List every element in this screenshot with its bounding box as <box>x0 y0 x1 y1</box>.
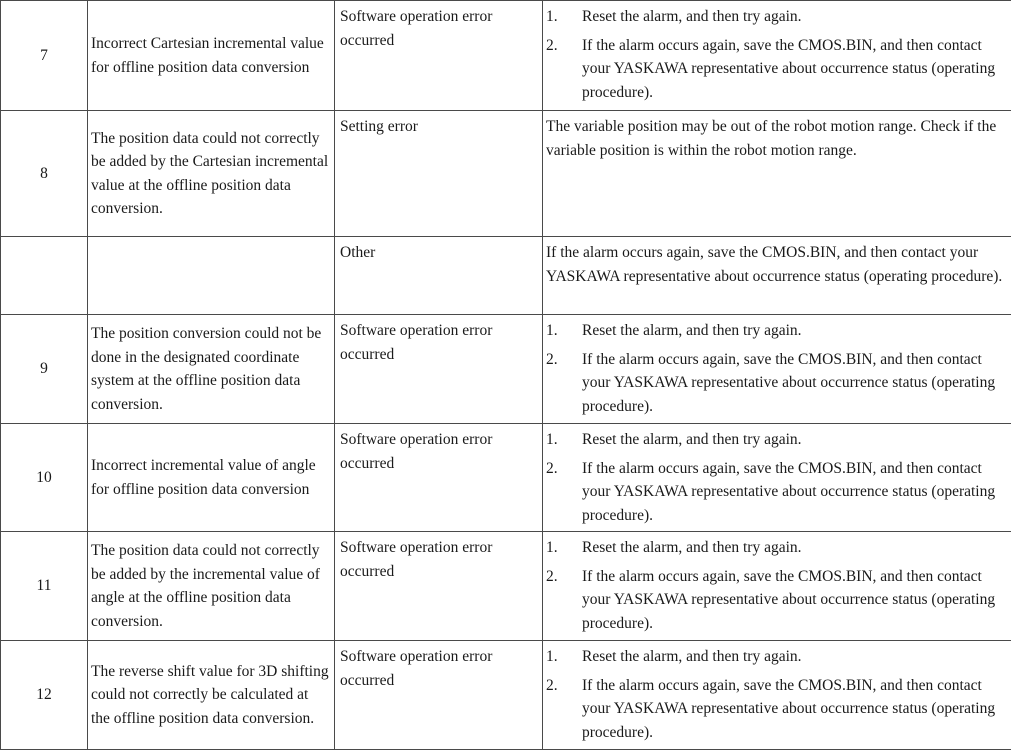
cause-cell: The position data could not correctly be added by the Cartesian incremental value at the offline position data conversion. <box>88 111 335 237</box>
table-row <box>1 315 1011 424</box>
table-row <box>1 424 1011 532</box>
remedy-step <box>546 645 1007 669</box>
remedy-text: The variable position may be out of the robot motion range. Check if the variable position is within the robot motion range. <box>546 118 997 159</box>
table-row <box>1 237 1011 315</box>
remedy-cell <box>543 641 1011 750</box>
remedy-step <box>546 34 1007 105</box>
remedy-step <box>546 457 1007 528</box>
step-number: 2. <box>546 350 558 368</box>
remedy-step <box>546 428 1007 452</box>
remedy-step <box>546 536 1007 560</box>
remedy-step <box>546 674 1007 745</box>
category-cell: Software operation error occurred <box>335 641 543 750</box>
category-cell: Setting error <box>335 111 543 237</box>
remedy-step <box>546 5 1007 29</box>
cause-cell <box>88 237 335 315</box>
subcode-cell: 12 <box>1 641 88 750</box>
step-text: Reset the alarm, and then try again. <box>582 539 802 556</box>
table-row <box>1 641 1011 750</box>
subcode-cell: 8 <box>1 111 88 237</box>
remedy-cell <box>543 1 1011 111</box>
step-text: If the alarm occurs again, save the CMOS.BIN, and then contact your YASKAWA representative about occurrence status (operating procedure). <box>582 567 996 632</box>
step-number: 1. <box>546 648 558 665</box>
step-text: If the alarm occurs again, save the CMOS.BIN, and then contact your YASKAWA representative about occurrence status (operating procedure). <box>582 350 996 415</box>
step-number: 1. <box>546 322 558 339</box>
step-number: 2. <box>546 459 558 477</box>
step-text: Reset the alarm, and then try again. <box>582 8 802 25</box>
step-text: If the alarm occurs again, save the CMOS.BIN, and then contact your YASKAWA representative about occurrence status (operating procedure). <box>582 36 996 101</box>
category-cell: Other <box>335 237 543 315</box>
cause-cell: Incorrect Cartesian incremental value for offline position data conversion <box>88 1 335 111</box>
category-cell: Software operation error occurred <box>335 424 543 532</box>
table-row <box>1 111 1011 237</box>
remedy-cell <box>543 111 1011 237</box>
category-cell: Software operation error occurred <box>335 1 543 111</box>
cause-cell: The position data could not correctly be added by the incremental value of angle at the offline position data conversion. <box>88 532 335 641</box>
subcode-cell: 10 <box>1 424 88 532</box>
subcode-cell <box>1 237 88 315</box>
step-text: Reset the alarm, and then try again. <box>582 322 802 339</box>
step-number: 1. <box>546 8 558 25</box>
remedy-text: If the alarm occurs again, save the CMOS.BIN, and then contact your YASKAWA representative about occurrence status (operating procedure). <box>546 244 1003 285</box>
cause-cell: The position conversion could not be done in the designated coordinate system at the offline position data conversion. <box>88 315 335 424</box>
remedy-cell <box>543 424 1011 532</box>
step-number: 2. <box>546 676 558 694</box>
subcode-cell: 9 <box>1 315 88 424</box>
step-text: Reset the alarm, and then try again. <box>582 648 802 665</box>
remedy-step <box>546 565 1007 636</box>
remedy-step <box>546 348 1007 419</box>
category-cell: Software operation error occurred <box>335 315 543 424</box>
category-cell: Software operation error occurred <box>335 532 543 641</box>
cause-cell: The reverse shift value for 3D shifting could not correctly be calculated at the offline position data conversion. <box>88 641 335 750</box>
remedy-cell <box>543 237 1011 315</box>
step-text: If the alarm occurs again, save the CMOS.BIN, and then contact your YASKAWA representative about occurrence status (operating procedure). <box>582 459 996 524</box>
remedy-cell <box>543 315 1011 424</box>
step-number: 1. <box>546 431 558 448</box>
subcode-cell: 11 <box>1 532 88 641</box>
table-row <box>1 532 1011 641</box>
step-text: Reset the alarm, and then try again. <box>582 431 802 448</box>
remedy-cell <box>543 532 1011 641</box>
remedy-step <box>546 319 1007 343</box>
step-text: If the alarm occurs again, save the CMOS.BIN, and then contact your YASKAWA representative about occurrence status (operating procedure). <box>582 676 996 741</box>
subcode-cell: 7 <box>1 1 88 111</box>
cause-cell: Incorrect incremental value of angle for offline position data conversion <box>88 424 335 532</box>
step-number: 1. <box>546 539 558 556</box>
step-number: 2. <box>546 567 558 585</box>
table-row <box>1 1 1011 111</box>
step-number: 2. <box>546 36 558 54</box>
